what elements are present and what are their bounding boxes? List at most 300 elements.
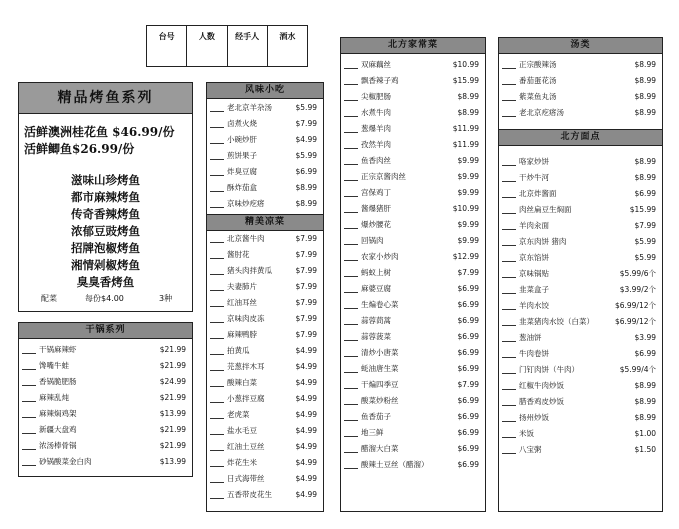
menu-item-price: $5.99/6个	[619, 269, 656, 278]
menu-item-price: $8.99	[634, 108, 656, 117]
quantity-blank	[22, 385, 36, 386]
dry-pot-title: 干锅系列	[19, 323, 192, 339]
menu-item-name: 炸臭豆腐	[227, 167, 257, 176]
fish-flavor-list	[19, 172, 192, 291]
menu-item-price: $6.99	[457, 428, 479, 437]
menu-item-name: 老北京疙瘩汤	[519, 108, 564, 117]
menu-item-price: $9.99	[457, 220, 479, 229]
quantity-blank	[210, 175, 224, 176]
menu-item-price: $8.99	[457, 92, 479, 101]
menu-item-row	[19, 358, 192, 374]
menu-item-price: $4.99	[295, 378, 317, 387]
menu-item-row	[499, 282, 662, 298]
menu-item-row	[207, 263, 323, 279]
menu-item-row	[19, 390, 192, 406]
menu-item-price: $7.99	[295, 119, 317, 128]
menu-item-name: 清炒小唐菜	[361, 348, 399, 357]
menu-item-price: $13.99	[159, 457, 186, 466]
menu-item-row	[341, 393, 485, 409]
menu-item-price: $7.99	[295, 234, 317, 243]
menu-item-name: 老虎菜	[227, 410, 250, 419]
quantity-blank	[210, 111, 224, 112]
menu-item-price: $7.99	[295, 330, 317, 339]
quantity-blank	[502, 453, 516, 454]
order-header-cell: 台号	[147, 26, 187, 66]
menu-item-price: $4.99	[295, 474, 317, 483]
dry-pot-section	[18, 322, 193, 477]
quantity-blank	[210, 386, 224, 387]
menu-item-row	[499, 105, 662, 121]
menu-item-row	[207, 407, 323, 423]
quantity-blank	[344, 132, 358, 133]
menu-item-price: $8.99	[634, 76, 656, 85]
menu-item-row	[499, 170, 662, 186]
fish-flavor-item: 招牌泡椒烤鱼	[71, 241, 140, 255]
quantity-blank	[22, 353, 36, 354]
menu-item-name: 干锅麻辣虾	[39, 345, 77, 354]
menu-item-name: 孜然羊肉	[361, 140, 391, 149]
quantity-blank	[22, 369, 36, 370]
menu-item-row	[341, 297, 485, 313]
menu-item-price: $21.99	[159, 345, 186, 354]
menu-item-row	[499, 394, 662, 410]
menu-item-price: $9.99	[457, 188, 479, 197]
menu-item-row	[207, 487, 323, 503]
quantity-blank	[344, 356, 358, 357]
menu-item-price: $11.99	[452, 124, 479, 133]
menu-item-row	[19, 406, 192, 422]
menu-item-row	[341, 409, 485, 425]
menu-item-price: $7.99	[295, 298, 317, 307]
menu-item-row	[341, 249, 485, 265]
quantity-blank	[502, 116, 516, 117]
menu-item-price: $7.99	[295, 266, 317, 275]
menu-item-row	[341, 201, 485, 217]
menu-item-price: $21.99	[159, 361, 186, 370]
menu-item-row	[341, 105, 485, 121]
menu-item-name: 鱼香茄子	[361, 412, 391, 421]
menu-item-name: 生煸卷心菜	[361, 300, 399, 309]
quantity-blank	[344, 116, 358, 117]
menu-item-price: $10.99	[452, 60, 479, 69]
quantity-blank	[344, 196, 358, 197]
menu-item-price: $3.99/2个	[619, 285, 656, 294]
quantity-blank	[344, 404, 358, 405]
quantity-blank	[210, 402, 224, 403]
menu-item-name: 牛肉卷饼	[519, 349, 549, 358]
menu-item-price: $7.99	[295, 314, 317, 323]
menu-item-price: $6.99	[457, 316, 479, 325]
menu-item-name: 小碗炒肝	[227, 135, 257, 144]
fish-price-line-1: 活鲜澳洲桂花鱼 $46.99/份	[24, 125, 175, 139]
menu-item-price: $8.99	[634, 92, 656, 101]
menu-item-price: $7.99	[457, 268, 479, 277]
menu-item-price: $8.99	[295, 183, 317, 192]
quantity-blank	[502, 421, 516, 422]
fish-flavor-item: 滋味山珍烤鱼	[71, 173, 140, 187]
menu-item-name: 红油耳丝	[227, 298, 257, 307]
menu-item-name: 韭菜盒子	[519, 285, 549, 294]
soups-title: 汤类	[499, 38, 662, 54]
quantity-blank	[502, 261, 516, 262]
quantity-blank	[502, 68, 516, 69]
menu-item-row	[499, 218, 662, 234]
menu-item-price: $5.99	[295, 151, 317, 160]
quantity-blank	[210, 338, 224, 339]
quantity-blank	[344, 84, 358, 85]
menu-item-price: $4.99	[295, 362, 317, 371]
menu-item-row	[341, 217, 485, 233]
menu-item-price: $7.99	[457, 380, 479, 389]
quantity-blank	[344, 436, 358, 437]
quantity-blank	[502, 165, 516, 166]
quantity-blank	[344, 388, 358, 389]
quantity-blank	[210, 370, 224, 371]
menu-item-name: 酥炸茄盒	[227, 183, 257, 192]
menu-item-row	[341, 265, 485, 281]
quantity-blank	[502, 309, 516, 310]
menu-item-price: $8.99	[634, 381, 656, 390]
quantity-blank	[210, 258, 224, 259]
quantity-blank	[344, 148, 358, 149]
quantity-blank	[502, 229, 516, 230]
menu-item-row	[341, 281, 485, 297]
menu-item-row	[207, 439, 323, 455]
quantity-blank	[344, 260, 358, 261]
menu-item-price: $12.99	[452, 252, 479, 261]
quantity-blank	[210, 434, 224, 435]
grilled-fish-section	[18, 82, 193, 312]
menu-item-name: 煎饼果子	[227, 151, 257, 160]
menu-item-row	[341, 169, 485, 185]
menu-item-price: $6.99	[457, 444, 479, 453]
quantity-blank	[344, 292, 358, 293]
menu-item-row	[341, 89, 485, 105]
grilled-fish-title: 精品烤鱼系列	[19, 83, 192, 114]
menu-item-price: $7.99	[295, 282, 317, 291]
menu-item-price: $21.99	[159, 441, 186, 450]
menu-item-row	[341, 313, 485, 329]
menu-item-name: 京东肉饼 猪肉	[519, 237, 567, 246]
quantity-blank	[210, 127, 224, 128]
menu-item-price: $8.99	[634, 60, 656, 69]
menu-item-row	[341, 425, 485, 441]
menu-item-row	[207, 327, 323, 343]
quantity-blank	[502, 373, 516, 374]
menu-item-name: 羊肉水饺	[519, 301, 549, 310]
quantity-blank	[344, 100, 358, 101]
menu-item-name: 羊肉汆面	[519, 221, 549, 230]
menu-item-name: 酸辣白菜	[227, 378, 257, 387]
quantity-blank	[22, 449, 36, 450]
menu-item-row	[499, 73, 662, 89]
menu-item-price: $9.99	[457, 236, 479, 245]
menu-item-row	[19, 422, 192, 438]
menu-item-row	[499, 442, 662, 458]
quantity-blank	[502, 245, 516, 246]
menu-item-name: 扬州炒饭	[519, 413, 549, 422]
menu-item-row	[207, 116, 323, 132]
menu-item-price: $6.99	[457, 284, 479, 293]
menu-item-name: 米饭	[519, 429, 534, 438]
quantity-blank	[502, 357, 516, 358]
menu-item-price: $8.99	[457, 108, 479, 117]
menu-item-row	[207, 100, 323, 116]
quantity-blank	[502, 181, 516, 182]
menu-item-price: $15.99	[452, 76, 479, 85]
menu-item-price: $6.99	[457, 396, 479, 405]
menu-item-price: $7.99	[295, 250, 317, 259]
menu-item-price: $4.99	[295, 410, 317, 419]
menu-item-row	[207, 196, 323, 212]
quantity-blank	[344, 468, 358, 469]
menu-item-row	[207, 148, 323, 164]
quantity-blank	[210, 498, 224, 499]
menu-item-name: 韭菜猪肉水饺（白菜）	[519, 317, 594, 326]
menu-item-price: $21.99	[159, 425, 186, 434]
quantity-blank	[22, 433, 36, 434]
menu-item-name: 葱爆羊肉	[361, 124, 391, 133]
menu-item-name: 炸花生米	[227, 458, 257, 467]
quantity-blank	[344, 164, 358, 165]
menu-item-name: 水煮牛肉	[361, 108, 391, 117]
quantity-blank	[210, 242, 224, 243]
side-dish-count: 3种	[159, 294, 173, 303]
menu-item-price: $6.99	[634, 349, 656, 358]
menu-item-name: 肉丝扁豆生焖面	[519, 205, 572, 214]
menu-item-name: 京东馅饼	[519, 253, 549, 262]
menu-item-name: 番茄蛋花汤	[519, 76, 557, 85]
quantity-blank	[210, 418, 224, 419]
menu-item-price: $6.99	[457, 348, 479, 357]
menu-item-price: $6.99	[457, 300, 479, 309]
menu-item-row	[207, 180, 323, 196]
menu-item-name: 蒜蓉菠菜	[361, 332, 391, 341]
menu-item-name: 正宗酸辣汤	[519, 60, 557, 69]
menu-item-row	[499, 202, 662, 218]
quantity-blank	[344, 340, 358, 341]
menu-item-row	[341, 457, 485, 473]
menu-item-price: $1.50	[634, 445, 656, 454]
menu-item-price: $8.99	[295, 199, 317, 208]
menu-item-name: 京味锅贴	[519, 269, 549, 278]
quantity-blank	[210, 207, 224, 208]
quantity-blank	[344, 244, 358, 245]
fish-price-line-2: 活鲜鲫鱼$26.99/份	[24, 142, 135, 156]
menu-item-row	[499, 266, 662, 282]
menu-item-row	[207, 311, 323, 327]
menu-item-price: $8.99	[634, 157, 656, 166]
menu-item-row	[499, 89, 662, 105]
menu-item-name: 紫菜鱼丸汤	[519, 92, 557, 101]
menu-item-price: $21.99	[159, 393, 186, 402]
menu-item-row	[207, 279, 323, 295]
menu-item-price: $8.99	[634, 173, 656, 182]
menu-item-row	[207, 343, 323, 359]
fish-flavor-item: 传奇香辣烤鱼	[71, 207, 140, 221]
quantity-blank	[344, 420, 358, 421]
menu-item-name: 地三鲜	[361, 428, 384, 437]
menu-item-price: $3.99	[634, 333, 656, 342]
quantity-blank	[210, 450, 224, 451]
menu-item-row	[499, 154, 662, 170]
menu-item-name: 正宗京酱肉丝	[361, 172, 406, 181]
quantity-blank	[210, 322, 224, 323]
menu-item-row	[207, 391, 323, 407]
menu-item-row	[207, 423, 323, 439]
menu-item-row	[19, 454, 192, 470]
menu-item-row	[499, 426, 662, 442]
menu-item-name: 香锅脆肥肠	[39, 377, 77, 386]
menu-item-price: $7.99	[634, 221, 656, 230]
menu-item-price: $4.99	[295, 426, 317, 435]
quantity-blank	[22, 401, 36, 402]
menu-item-row	[499, 314, 662, 330]
menu-item-row	[499, 57, 662, 73]
menu-item-row	[341, 153, 485, 169]
quantity-blank	[344, 68, 358, 69]
menu-item-name: 拍黄瓜	[227, 346, 250, 355]
order-header-cell: 人数	[187, 26, 227, 66]
menu-item-row	[341, 441, 485, 457]
menu-item-name: 双麻藕丝	[361, 60, 391, 69]
menu-item-price: $1.00	[634, 429, 656, 438]
menu-item-row	[341, 329, 485, 345]
menu-item-name: 门钉肉饼（牛肉）	[519, 365, 579, 374]
menu-item-name: 红椒牛肉炒饭	[519, 381, 564, 390]
quantity-blank	[502, 197, 516, 198]
menu-item-row	[499, 250, 662, 266]
menu-item-row	[207, 359, 323, 375]
menu-item-price: $4.99	[295, 394, 317, 403]
menu-item-name: 酱爆猪肝	[361, 204, 391, 213]
menu-item-price: $9.99	[457, 156, 479, 165]
quantity-blank	[344, 228, 358, 229]
quantity-blank	[502, 293, 516, 294]
quantity-blank	[344, 372, 358, 373]
snacks-title: 风味小吃	[207, 83, 323, 99]
fish-flavor-item: 湘情剁椒烤鱼	[71, 258, 140, 272]
menu-item-name: 酸菜炒粉丝	[361, 396, 399, 405]
quantity-blank	[22, 417, 36, 418]
northern-title: 北方家常菜	[341, 38, 485, 54]
menu-item-name: 五香带皮花生	[227, 490, 272, 499]
menu-item-price: $11.99	[452, 140, 479, 149]
menu-item-name: 蚝油唐生菜	[361, 364, 399, 373]
menu-item-name: 八宝粥	[519, 445, 542, 454]
quantity-blank	[210, 354, 224, 355]
menu-item-row	[207, 164, 323, 180]
menu-item-price: $5.99	[634, 253, 656, 262]
menu-item-name: 宫保鸡丁	[361, 188, 391, 197]
quantity-blank	[344, 212, 358, 213]
menu-item-name: 卤煮火烧	[227, 119, 257, 128]
menu-item-row	[499, 298, 662, 314]
menu-item-row	[341, 361, 485, 377]
quantity-blank	[502, 389, 516, 390]
menu-item-name: 麻婆豆腐	[361, 284, 391, 293]
snacks-cold-section	[206, 82, 324, 512]
quantity-blank	[502, 100, 516, 101]
menu-item-row	[499, 330, 662, 346]
menu-item-row	[19, 374, 192, 390]
menu-item-row	[207, 375, 323, 391]
quantity-blank	[210, 290, 224, 291]
menu-item-name: 飘香辣子鸡	[361, 76, 399, 85]
quantity-blank	[502, 325, 516, 326]
menu-item-row	[341, 73, 485, 89]
quantity-blank	[502, 405, 516, 406]
menu-item-name: 夫妻肺片	[227, 282, 257, 291]
quantity-blank	[210, 306, 224, 307]
menu-item-name: 老北京羊杂汤	[227, 103, 272, 112]
menu-item-name: 日式海带丝	[227, 474, 265, 483]
menu-item-name: 醋溜大白菜	[361, 444, 399, 453]
menu-item-name: 猪头肉拌黄瓜	[227, 266, 272, 275]
menu-item-price: $6.99/12个	[614, 301, 656, 310]
noodles-title: 北方面点	[499, 129, 662, 146]
menu-item-price: $24.99	[159, 377, 186, 386]
menu-item-name: 麻辣鸭脖	[227, 330, 257, 339]
menu-item-price: $4.99	[295, 490, 317, 499]
menu-item-name: 干炒牛河	[519, 173, 549, 182]
side-dish-price: 每份$4.00	[85, 294, 124, 303]
menu-item-row	[341, 233, 485, 249]
menu-item-row	[499, 378, 662, 394]
menu-item-price: $9.99	[457, 172, 479, 181]
quantity-blank	[344, 324, 358, 325]
menu-item-name: 北京酱牛肉	[227, 234, 265, 243]
menu-item-name: 干煸四季豆	[361, 380, 399, 389]
quantity-blank	[502, 277, 516, 278]
menu-item-row	[499, 410, 662, 426]
menu-item-row	[19, 438, 192, 454]
menu-item-row	[207, 132, 323, 148]
menu-item-row	[19, 342, 192, 358]
order-header-bar	[146, 25, 308, 67]
menu-item-price: $5.99	[634, 237, 656, 246]
menu-item-name: 尖椒肥肠	[361, 92, 391, 101]
quantity-blank	[22, 465, 36, 466]
menu-item-price: $10.99	[452, 204, 479, 213]
menu-item-row	[499, 346, 662, 362]
menu-item-name: 小葱拌豆腐	[227, 394, 265, 403]
menu-item-name: 爆炒腰花	[361, 220, 391, 229]
quantity-blank	[502, 341, 516, 342]
menu-item-price: $6.99	[457, 332, 479, 341]
menu-item-name: 北京炸酱面	[519, 189, 557, 198]
menu-item-row	[207, 471, 323, 487]
menu-item-price: $6.99	[634, 189, 656, 198]
cold-dishes-title: 精美凉菜	[207, 214, 323, 231]
menu-item-name: 馋嘴牛蛙	[39, 361, 69, 370]
order-header-cell: 酒水	[279, 32, 296, 41]
order-header-cell: 经手人	[228, 26, 268, 66]
soups-noodles-section	[498, 37, 663, 512]
menu-item-name: 新疆大盘鸡	[39, 425, 77, 434]
menu-item-name: 酱肘花	[227, 250, 250, 259]
menu-item-name: 蒜蓉茼蒿	[361, 316, 391, 325]
menu-item-row	[341, 185, 485, 201]
menu-item-name: 麻辣焖鸡架	[39, 409, 77, 418]
fish-flavor-item: 臭臭香烤鱼	[76, 275, 135, 289]
menu-item-row	[207, 247, 323, 263]
quantity-blank	[502, 84, 516, 85]
menu-item-price: $4.99	[295, 458, 317, 467]
menu-item-name: 京味肉皮冻	[227, 314, 265, 323]
menu-item-name: 农家小炒肉	[361, 252, 399, 261]
menu-item-price: $15.99	[629, 205, 656, 214]
